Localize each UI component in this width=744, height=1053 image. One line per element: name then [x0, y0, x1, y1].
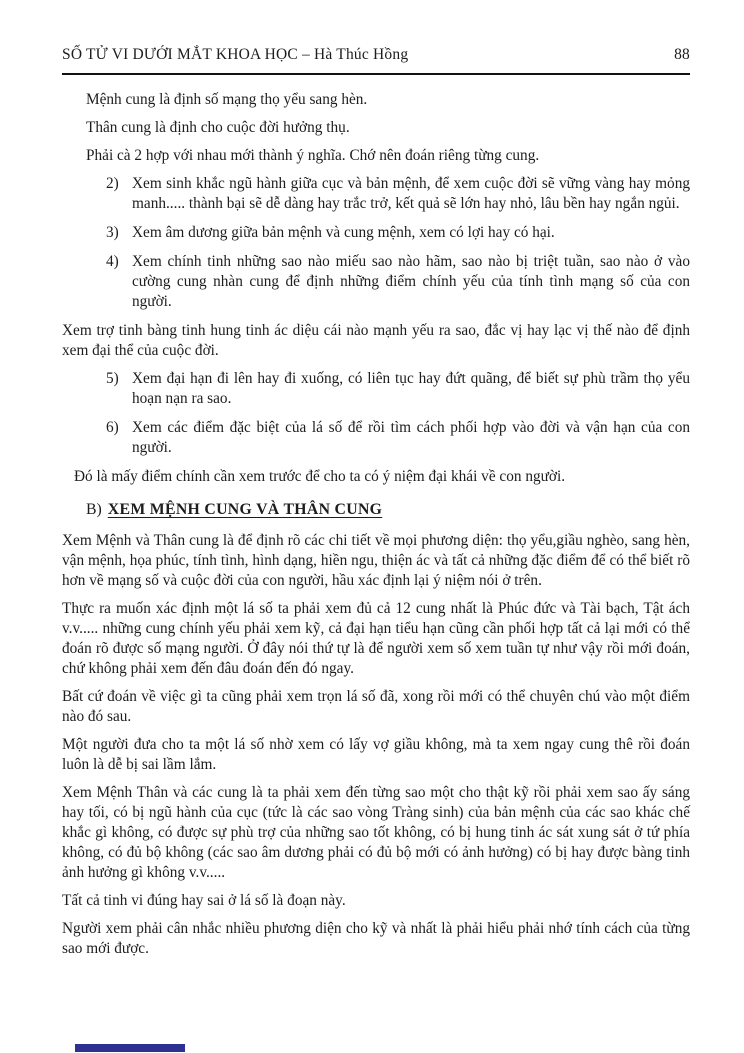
- list-item-number: 4): [106, 253, 119, 270]
- body-paragraph: Xem Mệnh Thân và các cung là ta phải xem đến từng sao một cho thật kỹ rồi phải xem sao ấy sáng hay tối, có bị ngũ hành của cục (tức là các sao vòng Tràng sinh) của bản mệnh của các sao khác chế khắc gì không, có được sự phù trợ của những sao tốt không, có bị hung tinh ác sát xung sát ở tứ phía không, có đủ bộ không (các sao âm dương phải có đủ bộ mới có ảnh hưởng) có bị hay được bàng tinh ảnh hưởng gì không v.v.....: [62, 784, 690, 881]
- list-item-text: Xem đại hạn đi lên hay đi xuống, có liên tục hay đứt quãng, để biết sự phù trầm thọ yểu hoạn nạn ra sao.: [132, 370, 690, 407]
- list-item-number: 5): [106, 370, 119, 387]
- section-heading: [86, 499, 690, 521]
- list-item-text: Xem chính tinh những sao nào miếu sao nào hãm, sao nào bị triệt tuần, sao nào ở vào cường cung nhàn cung để định những điểm chính yếu của tính tình mạng số của con người.: [132, 253, 690, 310]
- list-item-text: Xem các điểm đặc biệt của lá số để rồi tìm cách phối hợp vào đời và vận hạn của con người.: [132, 419, 690, 456]
- conclusion-paragraph: Đó là mấy điểm chính cần xem trước để cho ta có ý niệm đại khái về con người.: [74, 468, 566, 485]
- body-paragraph: Một người đưa cho ta một lá số nhờ xem có lấy vợ giầu không, mà ta xem ngay cung thê rồi đoán luôn là dễ bị sai lầm lắm.: [62, 736, 690, 773]
- numbered-list-item: [62, 252, 690, 312]
- body-paragraph: Tất cả tinh vi đúng hay sai ở lá số là đoạn này.: [62, 892, 346, 909]
- intro-paragraph: Phải cà 2 hợp với nhau mới thành ý nghĩa. Chớ nên đoán riêng từng cung.: [86, 147, 540, 164]
- numbered-list-item: [62, 418, 690, 458]
- running-title: SỐ TỬ VI DƯỚI MẮT KHOA HỌC – Hà Thúc Hồng: [62, 46, 409, 63]
- intro-paragraph: Mệnh cung là định số mạng thọ yểu sang hèn.: [86, 91, 368, 108]
- body-paragraph: Xem trợ tinh bàng tinh hung tinh ác diệu cái nào mạnh yếu ra sao, đắc vị hay lạc vị thế nào để định xem đại thể của cuộc đời.: [62, 322, 690, 359]
- list-item-text: Xem sinh khắc ngũ hành giữa cục và bản mệnh, để xem cuộc đời sẽ vững vàng hay mỏng manh..... thành bại sẽ dễ dàng hay trắc trở, kết quả sẽ lớn hay nhỏ, lâu bền hay ngắn ngủi.: [132, 175, 690, 212]
- page-body: [62, 90, 690, 959]
- body-paragraph: Xem Mệnh và Thân cung là để định rõ các chi tiết về mọi phương diện: thọ yểu,giầu nghèo, sang hèn, vận mệnh, họa phúc, tính tình, hình dạng, hiền ngu, thiện ác và tất cả những đặc điểm để có thể biết rõ hơn về mạng số và cuộc đời của con người, hầu xác định lại ý niệm nói ở trên.: [62, 532, 690, 589]
- numbered-list-item: [62, 369, 690, 409]
- page-header: [62, 46, 690, 64]
- body-paragraph: Người xem phải cân nhắc nhiều phương diện cho kỹ và nhất là phải hiểu phải nhớ tính cách của từng sao mới được.: [62, 920, 690, 957]
- list-item-number: 2): [106, 175, 119, 192]
- numbered-list-item: [62, 174, 690, 214]
- list-item-number: 3): [106, 224, 119, 241]
- intro-paragraph: Thân cung là định cho cuộc đời hưởng thụ.: [86, 119, 350, 136]
- scan-artifact-bar: [75, 1044, 185, 1052]
- numbered-list-item: [62, 223, 690, 243]
- body-paragraph: Thực ra muốn xác định một lá số ta phải xem đủ cả 12 cung nhất là Phúc đức và Tài bạch, Tật ách v.v..... những cung chính yếu phải xem kỹ, cả đại hạn tiểu hạn cũng cần phối hợp tất cả lại mới có thể đoán rõ được số mạng người. Ở đây nói thứ tự là để người xem số xem tuần tự như vậy rồi mới đoán, chứ không phải xem đến đâu đoán đến đó ngay.: [62, 600, 690, 677]
- page-number: 88: [674, 46, 690, 63]
- section-title: XEM MỆNH CUNG VÀ THÂN CUNG: [107, 501, 383, 518]
- section-label: B): [86, 501, 102, 518]
- list-item-number: 6): [106, 419, 119, 436]
- list-item-text: Xem âm dương giữa bản mệnh và cung mệnh, xem có lợi hay có hại.: [132, 224, 555, 241]
- header-rule: [62, 73, 690, 75]
- body-paragraph: Bất cứ đoán về việc gì ta cũng phải xem trọn lá số đã, xong rồi mới có thể chuyên chú vào một điểm nào đó sau.: [62, 688, 690, 725]
